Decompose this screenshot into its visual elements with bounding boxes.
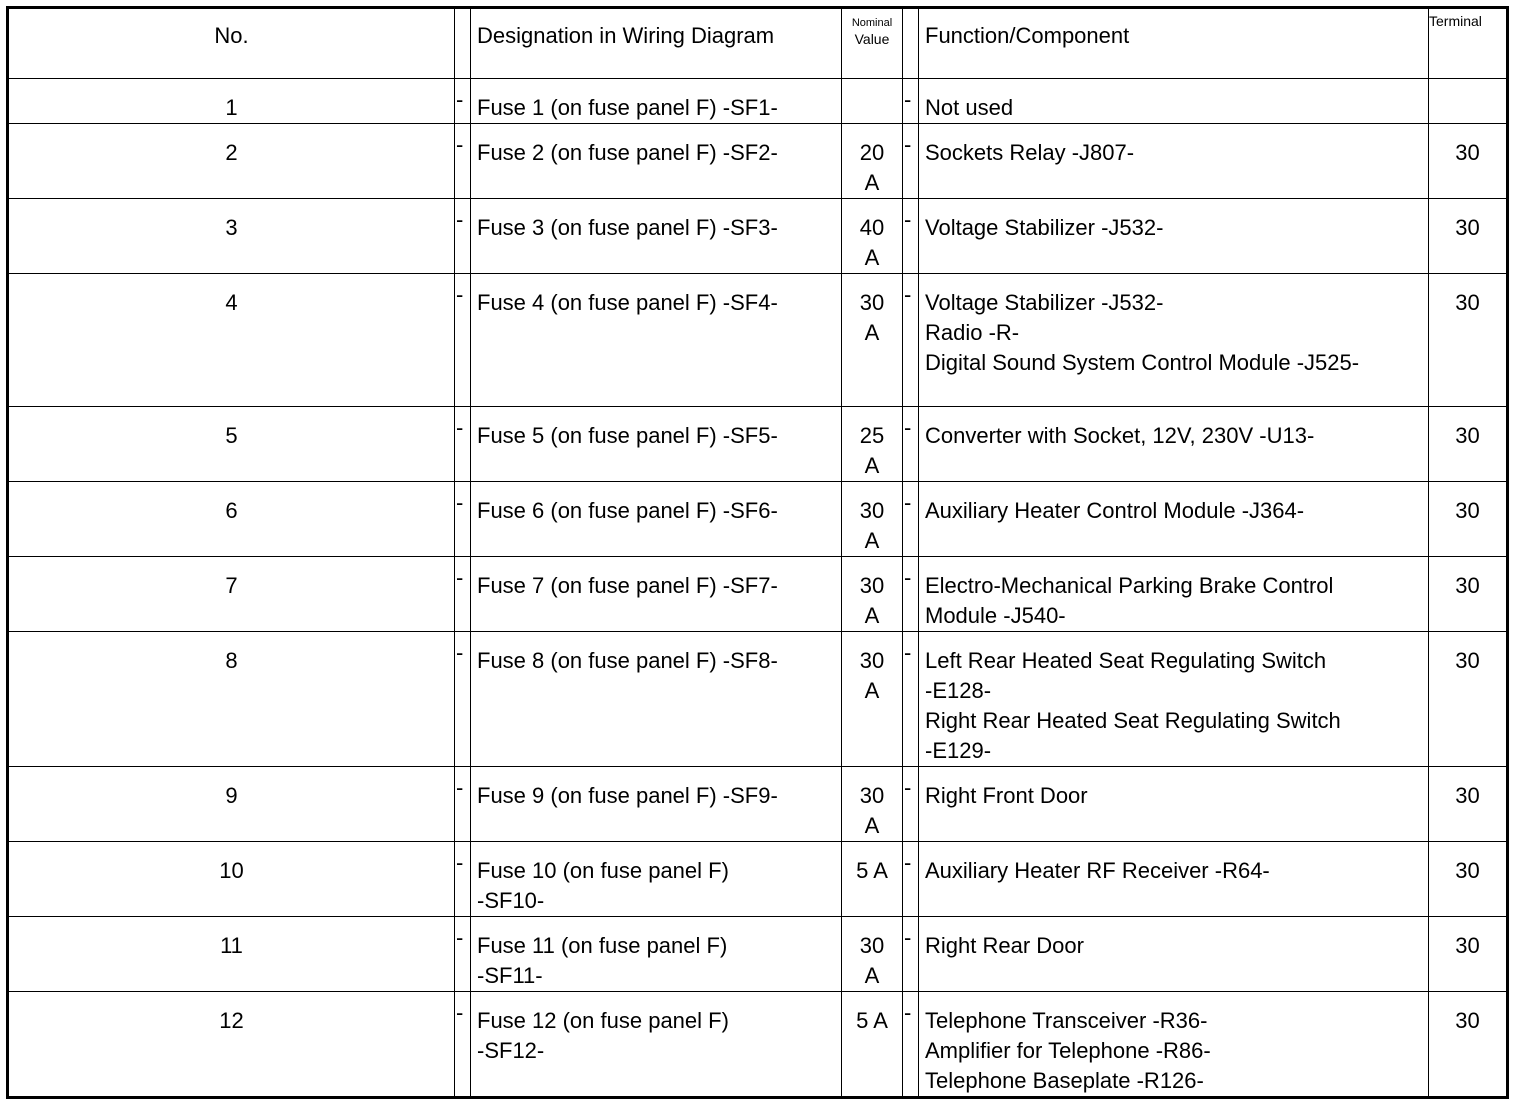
function-line: -E128- — [925, 678, 992, 703]
header-nominal-value — [842, 8, 903, 79]
fuse-function — [919, 917, 1429, 992]
fuse-number: 5 — [8, 407, 455, 482]
terminal-value: 30 — [1429, 632, 1508, 767]
value-line: 25 — [859, 423, 885, 448]
value-line: 30 — [859, 933, 885, 958]
function-line: Right Rear Door — [925, 933, 1084, 958]
terminal-value: 30 — [1429, 274, 1508, 407]
row-tick-mark: - — [455, 79, 471, 124]
nominal-value — [842, 482, 903, 557]
row-tick-mark: - — [903, 917, 919, 992]
function-line: Digital Sound System Control Module -J525- — [925, 350, 1360, 375]
fuse-function — [919, 557, 1429, 632]
fuse-designation — [471, 917, 842, 992]
designation-line: Fuse 8 (on fuse panel F) -SF8- — [477, 648, 778, 673]
fuse-designation — [471, 274, 842, 407]
function-line: Converter with Socket, 12V, 230V -U13- — [925, 423, 1315, 448]
terminal-value: 30 — [1429, 482, 1508, 557]
fuse-function — [919, 842, 1429, 917]
fuse-number: 11 — [8, 917, 455, 992]
designation-line: Fuse 6 (on fuse panel F) -SF6- — [477, 498, 778, 523]
row-tick-mark: - — [903, 632, 919, 767]
designation-line: -SF12- — [477, 1038, 545, 1063]
nominal-value — [842, 557, 903, 632]
value-line: 5 A — [856, 858, 888, 883]
table-row — [8, 917, 1508, 992]
terminal-value: 30 — [1429, 992, 1508, 1098]
nominal-value — [842, 79, 903, 124]
value-line: A — [864, 320, 880, 345]
value-line: 30 — [859, 290, 885, 315]
value-line: A — [864, 603, 880, 628]
table-row — [8, 274, 1508, 407]
designation-line: Fuse 1 (on fuse panel F) -SF1- — [477, 95, 778, 120]
row-tick-mark: - — [903, 482, 919, 557]
table-row — [8, 557, 1508, 632]
fuse-function — [919, 632, 1429, 767]
terminal-value: 30 — [1429, 407, 1508, 482]
terminal-value: 30 — [1429, 842, 1508, 917]
value-line: A — [864, 453, 880, 478]
fuse-number: 4 — [8, 274, 455, 407]
table-row — [8, 199, 1508, 274]
value-line: A — [864, 170, 880, 195]
table-row — [8, 842, 1508, 917]
nominal-value — [842, 407, 903, 482]
value-line: 30 — [859, 648, 885, 673]
table-row — [8, 407, 1508, 482]
fuse-table — [6, 6, 1509, 1099]
function-line: Amplifier for Telephone -R86- — [925, 1038, 1211, 1063]
function-line: Auxiliary Heater Control Module -J364- — [925, 498, 1305, 523]
value-line: 20 — [859, 140, 885, 165]
terminal-value: 30 — [1429, 917, 1508, 992]
value-line: A — [864, 678, 880, 703]
table-row — [8, 79, 1508, 124]
fuse-designation — [471, 79, 842, 124]
row-tick-mark: - — [455, 767, 471, 842]
fuse-function — [919, 767, 1429, 842]
value-line: 30 — [859, 783, 885, 808]
table-row — [8, 632, 1508, 767]
designation-line: Fuse 10 (on fuse panel F) — [477, 858, 729, 883]
terminal-value — [1429, 79, 1508, 124]
row-tick-mark: - — [903, 767, 919, 842]
designation-line: Fuse 4 (on fuse panel F) -SF4- — [477, 290, 778, 315]
row-tick-mark: - — [903, 842, 919, 917]
header-designation: Designation in Wiring Diagram — [471, 8, 842, 79]
table-row — [8, 482, 1508, 557]
fuse-designation — [471, 842, 842, 917]
fuse-function — [919, 482, 1429, 557]
row-tick-mark: - — [455, 842, 471, 917]
row-tick-mark: - — [903, 274, 919, 407]
function-line: Left Rear Heated Seat Regulating Switch — [925, 648, 1327, 673]
value-line: 40 — [859, 215, 885, 240]
function-line: Not used — [925, 95, 1014, 120]
fuse-function — [919, 274, 1429, 407]
designation-line: Fuse 12 (on fuse panel F) — [477, 1008, 729, 1033]
function-line: Right Rear Heated Seat Regulating Switch — [925, 708, 1341, 733]
row-tick-mark: - — [455, 407, 471, 482]
function-line: Telephone Transceiver -R36- — [925, 1008, 1208, 1033]
fuse-designation — [471, 482, 842, 557]
row-tick-mark: - — [455, 917, 471, 992]
value-line: A — [864, 963, 880, 988]
terminal-value: 30 — [1429, 199, 1508, 274]
fuse-number: 3 — [8, 199, 455, 274]
function-line: Voltage Stabilizer -J532- — [925, 290, 1164, 315]
fuse-designation — [471, 199, 842, 274]
fuse-number: 2 — [8, 124, 455, 199]
value-line: 30 — [859, 498, 885, 523]
designation-line: -SF10- — [477, 888, 545, 913]
nominal-value — [842, 124, 903, 199]
value-line: 30 — [859, 573, 885, 598]
fuse-table-body — [8, 8, 1508, 1098]
fuse-designation — [471, 767, 842, 842]
designation-line: Fuse 5 (on fuse panel F) -SF5- — [477, 423, 778, 448]
table-row — [8, 124, 1508, 199]
nominal-value — [842, 767, 903, 842]
row-tick-mark: - — [903, 992, 919, 1098]
function-line: Auxiliary Heater RF Receiver -R64- — [925, 858, 1270, 883]
header-nominal-label: Nominal — [851, 17, 893, 29]
header-no: No. — [8, 8, 455, 79]
terminal-value: 30 — [1429, 124, 1508, 199]
fuse-number: 8 — [8, 632, 455, 767]
header-spacer — [903, 8, 919, 79]
function-line: Electro-Mechanical Parking Brake Control — [925, 573, 1334, 598]
row-tick-mark: - — [903, 124, 919, 199]
function-line: Voltage Stabilizer -J532- — [925, 215, 1164, 240]
nominal-value — [842, 199, 903, 274]
nominal-value — [842, 917, 903, 992]
row-tick-mark: - — [455, 557, 471, 632]
function-line: Module -J540- — [925, 603, 1066, 628]
header-terminal: Terminal — [1429, 8, 1508, 79]
fuse-function — [919, 199, 1429, 274]
fuse-function — [919, 124, 1429, 199]
function-line: Right Front Door — [925, 783, 1088, 808]
nominal-value — [842, 274, 903, 407]
designation-line: Fuse 2 (on fuse panel F) -SF2- — [477, 140, 778, 165]
nominal-value — [842, 992, 903, 1098]
nominal-value — [842, 632, 903, 767]
fuse-designation — [471, 557, 842, 632]
designation-line: -SF11- — [477, 963, 543, 988]
nominal-value — [842, 842, 903, 917]
terminal-value: 30 — [1429, 557, 1508, 632]
row-tick-mark: - — [455, 632, 471, 767]
fuse-number: 9 — [8, 767, 455, 842]
fuse-designation — [471, 632, 842, 767]
row-tick-mark: - — [455, 992, 471, 1098]
value-line: A — [864, 528, 880, 553]
fuse-function — [919, 407, 1429, 482]
function-line: Sockets Relay -J807- — [925, 140, 1135, 165]
row-tick-mark: - — [455, 124, 471, 199]
fuse-function — [919, 992, 1429, 1098]
fuse-designation — [471, 407, 842, 482]
row-tick-mark: - — [903, 199, 919, 274]
value-line: 5 A — [856, 1008, 888, 1033]
row-tick-mark: - — [455, 199, 471, 274]
header-spacer — [455, 8, 471, 79]
table-header-row — [8, 8, 1508, 79]
designation-line: Fuse 7 (on fuse panel F) -SF7- — [477, 573, 778, 598]
row-tick-mark: - — [455, 482, 471, 557]
value-line: A — [864, 813, 880, 838]
fuse-number: 6 — [8, 482, 455, 557]
header-function: Function/Component — [919, 8, 1429, 79]
value-line: A — [864, 245, 880, 270]
fuse-designation — [471, 992, 842, 1098]
table-row — [8, 767, 1508, 842]
designation-line: Fuse 11 (on fuse panel F) — [477, 933, 728, 958]
fuse-table-document — [6, 6, 1506, 1093]
row-tick-mark: - — [903, 557, 919, 632]
designation-line: Fuse 9 (on fuse panel F) -SF9- — [477, 783, 778, 808]
terminal-value: 30 — [1429, 767, 1508, 842]
fuse-designation — [471, 124, 842, 199]
fuse-number: 7 — [8, 557, 455, 632]
header-value-label: Value — [854, 31, 890, 47]
row-tick-mark: - — [455, 274, 471, 407]
fuse-number: 10 — [8, 842, 455, 917]
fuse-number: 1 — [8, 79, 455, 124]
function-line: -E129- — [925, 738, 992, 763]
function-line: Radio -R- — [925, 320, 1020, 345]
function-line: Telephone Baseplate -R126- — [925, 1068, 1204, 1093]
row-tick-mark: - — [903, 407, 919, 482]
fuse-number: 12 — [8, 992, 455, 1098]
table-row — [8, 992, 1508, 1098]
row-tick-mark: - — [903, 79, 919, 124]
fuse-function — [919, 79, 1429, 124]
designation-line: Fuse 3 (on fuse panel F) -SF3- — [477, 215, 778, 240]
